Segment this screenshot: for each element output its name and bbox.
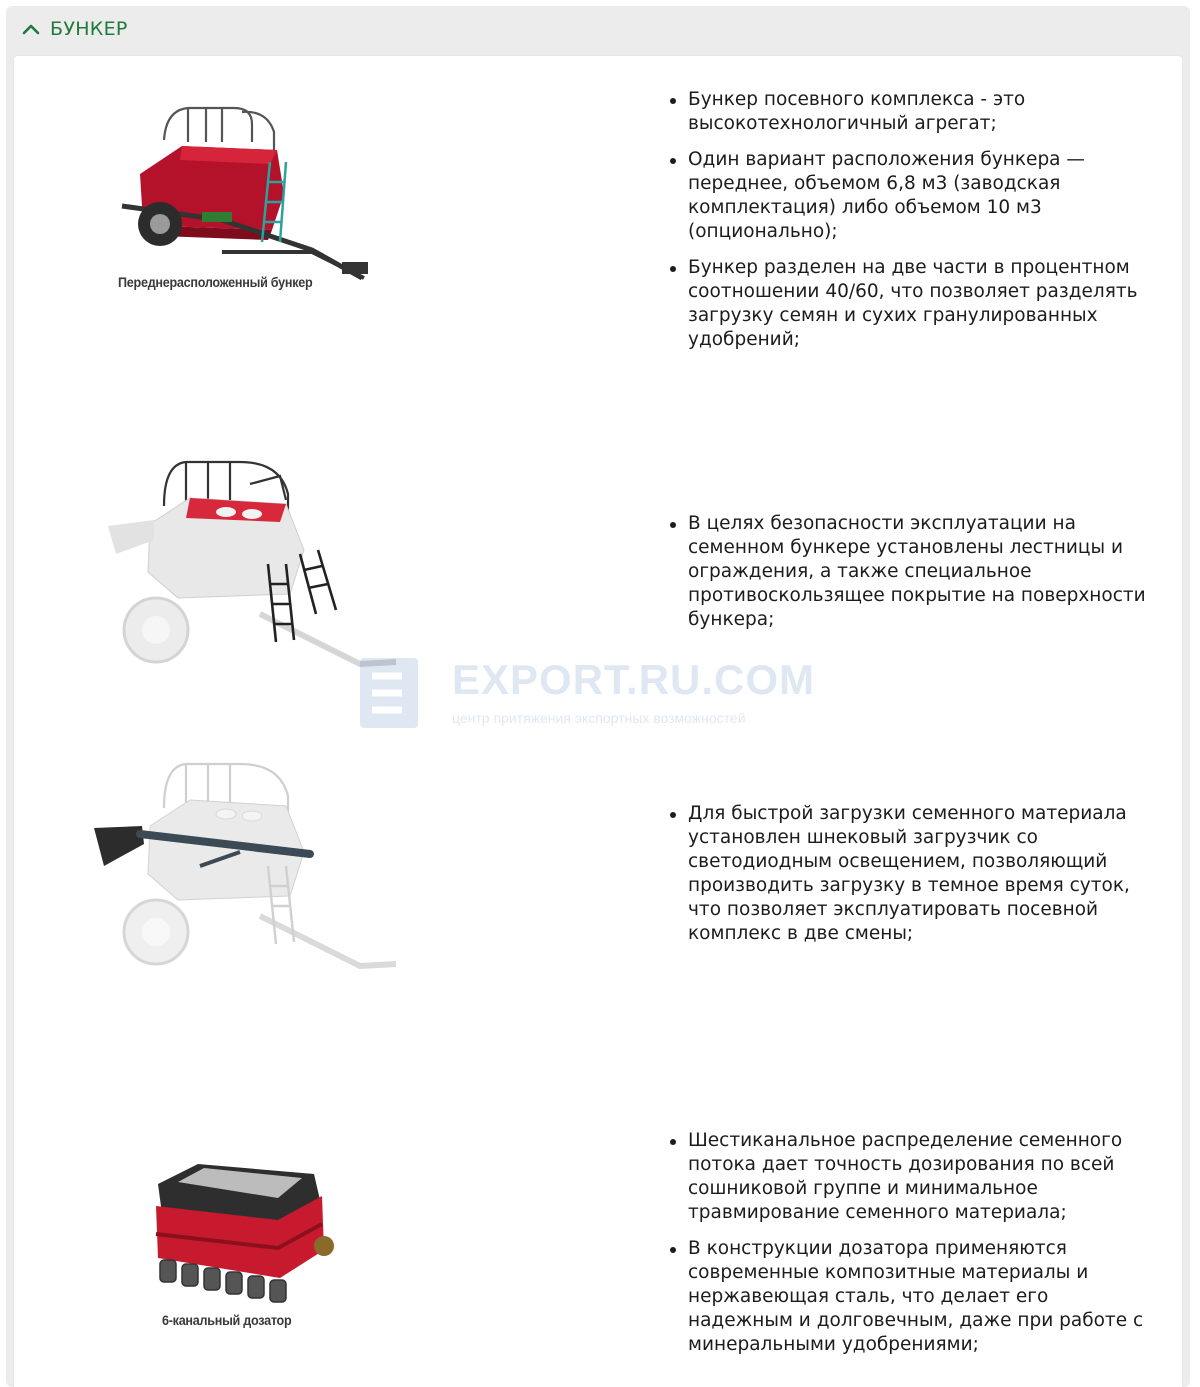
auger-loader-image: [90, 756, 406, 976]
bullet-item: В конструкции дозатора применяются современные композитные материалы и нержавеющая сталь, что делает его надежным и долговечным, даже при работе с минеральными удобрениями;: [688, 1237, 1158, 1357]
image-caption: 6-канальный дозатор: [162, 1312, 292, 1328]
bullet-item: Один вариант расположения бункера — переднее, объемом 6,8 м3 (заводская комплектация) либо объемом 10 м3 (опционально);: [688, 148, 1158, 244]
bullet-list: [666, 1129, 1158, 1369]
section-title: БУНКЕР: [50, 18, 128, 40]
bunker-ladders-image: [90, 454, 406, 674]
chevron-up-icon[interactable]: [20, 18, 42, 40]
six-channel-doser-image: [138, 1154, 338, 1314]
section-header[interactable]: [6, 6, 1190, 52]
bullet-item: Шестиканальное распределение семенного потока дает точность дозирования по всей сошниковой группе и минимальное травмирование семенного материала;: [688, 1129, 1158, 1225]
bullet-item: В целях безопасности эксплуатации на семенном бункере установлены лестницы и ограждения, а также специальное противоскользящее покрытие на поверхности бункера;: [688, 512, 1158, 632]
bullet-list: [666, 88, 1158, 364]
front-bunker-image: [102, 102, 372, 292]
bullet-item: Для быстрой загрузки семенного материала установлен шнековый загрузчик со светодиодным освещением, позволяющий производить загрузку в темное время суток, что позволяет эксплуатировать посевной комплекс в две смены;: [688, 802, 1158, 946]
image-caption: Переднерасположенный бункер: [118, 274, 313, 290]
bullet-list: [666, 802, 1158, 958]
bullet-list: [666, 512, 1158, 644]
bullet-item: Бункер разделен на две части в процентном соотношении 40/60, что позволяет разделять загрузку семян и сухих гранулированных удобрений;: [688, 256, 1158, 352]
section-content: [14, 56, 1182, 1387]
bullet-item: Бункер посевного комплекса - это высокотехнологичный агрегат;: [688, 88, 1158, 136]
